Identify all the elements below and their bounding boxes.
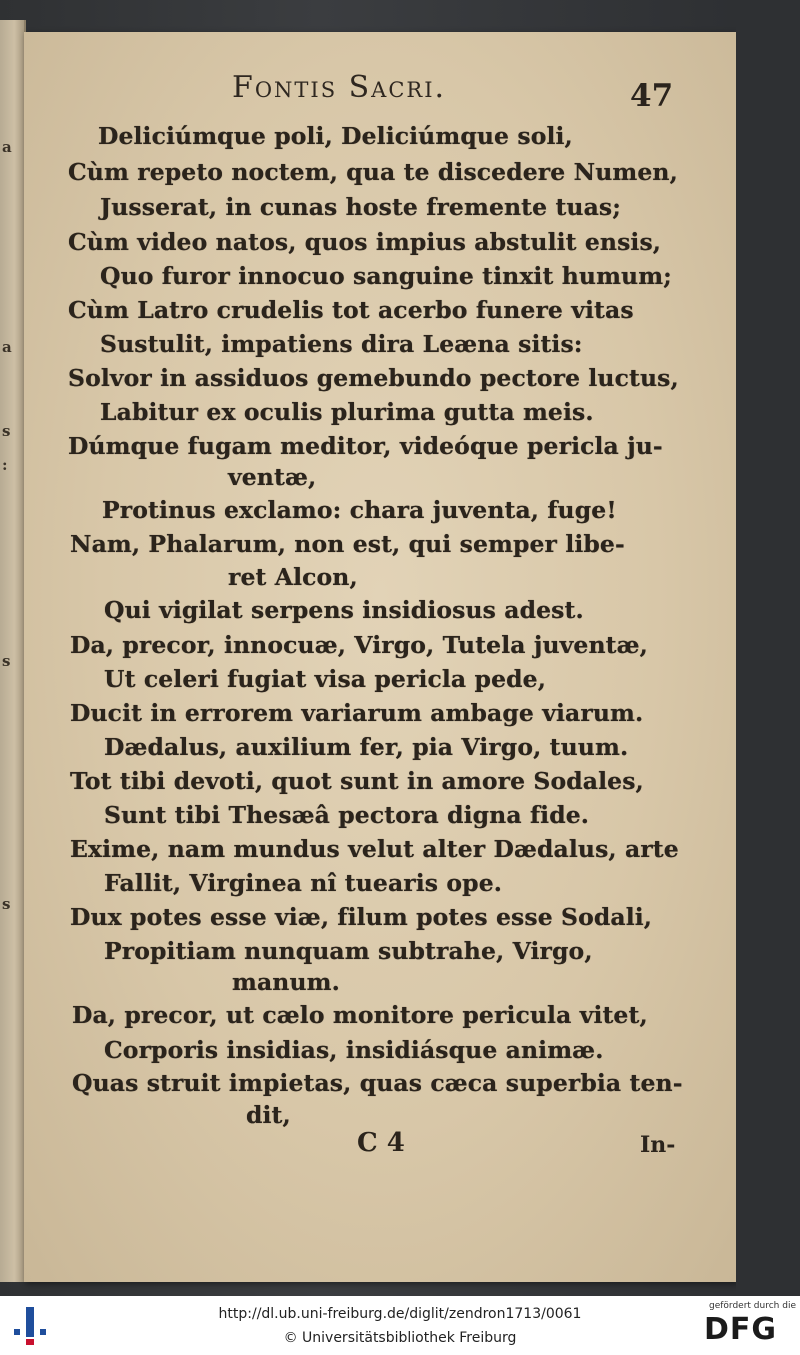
text-line: Nam, Phalarum, non est, qui semper libe- — [70, 530, 625, 558]
text-line: ventæ, — [228, 463, 317, 491]
previous-page-edge — [0, 20, 26, 1282]
signature-mark: C 4 — [357, 1128, 405, 1158]
text-line: Da, precor, ut cælo monitore pericula vitet, — [72, 1001, 648, 1029]
previous-page-fragment: s — [2, 422, 11, 440]
text-line: Tot tibi devoti, quot sunt in amore Sodales, — [70, 767, 644, 795]
catchword: In- — [640, 1132, 676, 1158]
previous-page-fragment: s — [2, 895, 11, 913]
permalink-url[interactable]: http://dl.ub.uni-freiburg.de/diglit/zendron1713/0061 — [218, 1306, 582, 1322]
previous-page-fragment: a — [2, 138, 12, 156]
text-line: Propitiam nunquam subtrahe, Virgo, — [104, 937, 593, 965]
running-head: Fontis Sacri. — [232, 70, 447, 105]
text-line: dit, — [246, 1101, 291, 1129]
text-line: Cùm Latro crudelis tot acerbo funere vitas — [68, 296, 634, 324]
text-line: Solvor in assiduos gemebundo pectore luctus, — [68, 364, 679, 392]
previous-page-fragment: a — [2, 338, 12, 356]
text-line: manum. — [232, 968, 340, 996]
footer-bar — [0, 1296, 800, 1355]
previous-page-fragment: s — [2, 652, 11, 670]
page-number: 47 — [630, 78, 674, 114]
text-line: ret Alcon, — [228, 563, 358, 591]
text-line: Quas struit impietas, quas cæca superbia ten- — [72, 1069, 683, 1097]
text-line: Deliciúmque poli, Deliciúmque soli, — [98, 122, 573, 150]
text-line: Sunt tibi Thesæâ pectora digna fide. — [104, 801, 590, 829]
text-line: Da, precor, innocuæ, Virgo, Tutela juventæ, — [70, 631, 648, 659]
funding-caption: gefördert durch die — [709, 1301, 796, 1311]
text-line: Sustulit, impatiens dira Leæna sitis: — [100, 330, 583, 358]
text-line: Jusserat, in cunas hoste fremente tuas; — [100, 193, 622, 221]
text-line: Protinus exclamo: chara juventa, fuge! — [102, 496, 617, 524]
text-line: Ut celeri fugiat visa pericla pede, — [104, 665, 546, 693]
text-line: Quo furor innocuo sanguine tinxit humum; — [100, 262, 672, 290]
text-line: Fallit, Virginea nî tuearis ope. — [104, 869, 503, 897]
text-line: Ducit in errorem variarum ambage viarum. — [70, 699, 644, 727]
previous-page-fragment: : — [2, 456, 8, 474]
text-line: Corporis insidias, insidiásque animæ. — [104, 1036, 604, 1064]
text-line: Cùm video natos, quos impius abstulit ensis, — [68, 228, 662, 256]
text-line: Labitur ex oculis plurima gutta meis. — [100, 398, 594, 426]
text-line: Cùm repeto noctem, qua te discedere Numen, — [68, 158, 678, 186]
copyright-notice: © Universitätsbibliothek Freiburg — [283, 1330, 517, 1346]
text-line: Qui vigilat serpens insidiosus adest. — [104, 596, 584, 624]
text-line: Exime, nam mundus velut alter Dædalus, arte — [70, 835, 679, 863]
dfg-logo-icon: DFG — [704, 1312, 778, 1347]
text-line: Dux potes esse viæ, filum potes esse Sodali, — [70, 903, 653, 931]
scanner-background — [736, 0, 800, 1296]
text-line: Dædalus, auxilium fer, pia Virgo, tuum. — [104, 733, 629, 761]
text-line: Dúmque fugam meditor, videóque pericla ju- — [68, 432, 663, 460]
